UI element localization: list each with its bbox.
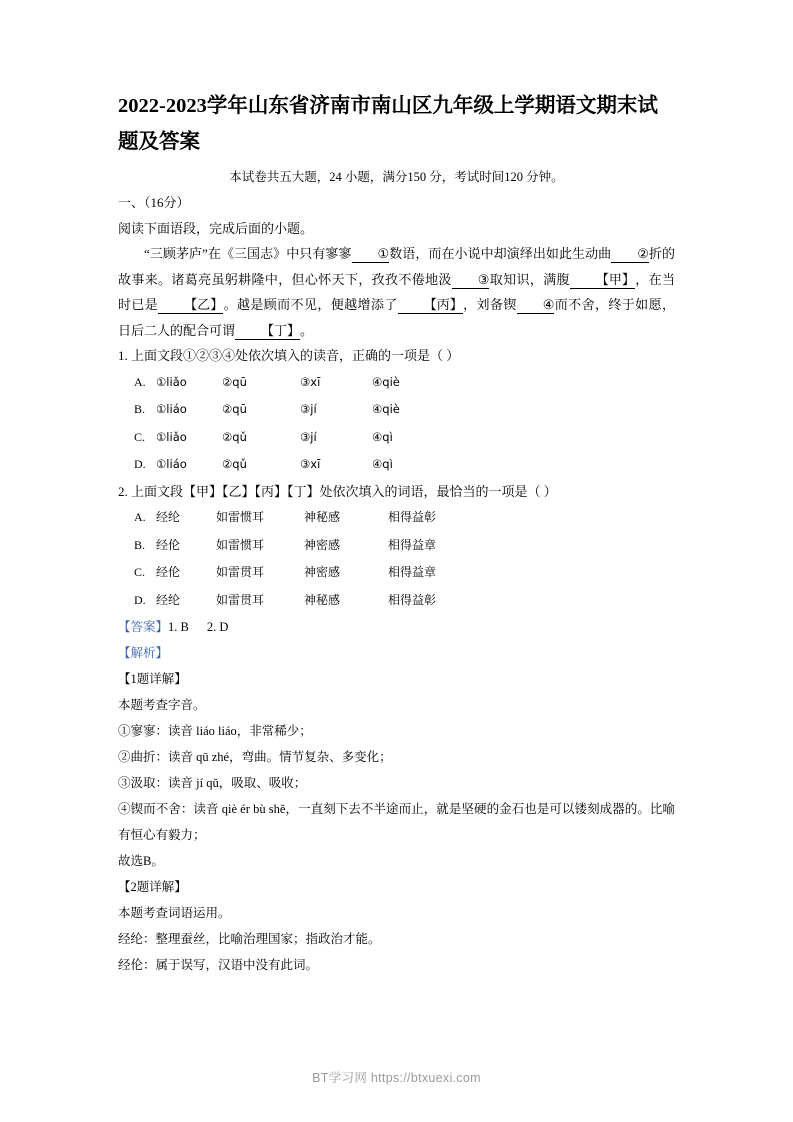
option-cell: 经伦 [156,537,181,552]
detail-1-heading: 【1题详解】 [118,672,187,686]
option-cell: ①liáo [156,457,187,471]
question-1-option-a[interactable] [118,369,675,397]
option-cell: ②qū [222,402,247,416]
question-1-option-c[interactable] [118,424,675,452]
passage-part-1: “三顾茅庐”在《三国志》中只有寥寥 [144,246,352,261]
option-cell: 神秘感 [304,510,341,524]
question-2 [118,479,675,505]
answer-label: 【答案】 [118,620,169,634]
question-2-number: 2. [118,483,128,499]
analysis-label: 【解析】 [118,646,169,660]
option-cell: ①liǎo [156,374,187,389]
passage-bracket-ding: 【丁】 [235,322,300,340]
passage-blank-4: ④ [517,296,555,314]
question-2-option-b[interactable] [118,532,675,560]
option-cell: 神密感 [304,537,341,552]
option-label: A. [134,510,146,524]
detail-1-line: ①寥寥：读音 liáo liáo，非常稀少； [118,724,312,738]
option-cell: 经纶 [156,510,181,524]
question-1 [118,343,675,369]
question-1-option-d[interactable] [118,451,675,479]
section-one-heading: 一、（16分） [118,195,190,210]
question-2-option-a[interactable] [118,504,675,532]
detail-1-line: 故选B。 [118,854,164,868]
passage-part-4: 取知识，满腹 [489,271,570,287]
option-cell: ③xī [300,457,321,471]
passage-part-2: 数语，而在小说中却演绎出如此生动曲 [389,246,612,261]
page-footer: BT学习网 https://btxuexi.com [312,1071,481,1085]
reading-passage [118,241,675,343]
exam-subtitle: 本试卷共五大题，24 小题，满分150 分，考试时间120 分钟。 [229,170,564,184]
detail-1-line: ②曲折：读音 qū zhé，弯曲。情节复杂、多变化； [118,750,392,764]
page-title: 2022-2023学年山东省济南市南山区九年级上学期语文期末试题及答案 [118,95,658,153]
passage-part-6: 。越是顾而不见，便越增添了 [223,297,398,312]
option-cell: 相得益彰 [388,510,437,524]
option-label: B. [134,402,146,416]
option-label: C. [134,429,146,444]
passage-bracket-bing: 【丙】 [398,296,463,314]
detail-2-heading: 【2题详解】 [118,880,187,894]
question-1-text: 上面文段①②③④处依次填入的读音，正确的一项是（ ） [131,348,460,363]
passage-part-5: ，在当时已是 [118,271,675,312]
passage-bracket-yi: 【乙】 [158,296,223,314]
option-cell: ②qū [222,374,247,389]
option-cell: 经伦 [156,565,181,579]
option-label: B. [134,537,146,552]
instruction-line: 阅读下面语段，完成后面的小题。 [118,220,314,236]
option-cell: 神秘感 [304,592,341,607]
option-cell: 神密感 [304,565,341,579]
option-cell: ①liǎo [156,429,187,444]
answer-item-2: 2. D [206,620,229,634]
option-cell: 如雷贯耳 [216,565,265,579]
option-cell: 经纶 [156,592,181,607]
question-1-number: 1. [118,348,128,363]
option-label: D. [134,457,146,471]
answer-block [118,614,675,640]
option-cell: ③jí [300,429,317,444]
detail-2-line: 经纶：整理蚕丝，比喻治理国家；指政治才能。 [118,932,381,946]
question-2-option-c[interactable] [118,559,675,587]
option-label: A. [134,374,146,389]
answer-item-1: 1. B [168,620,189,634]
option-cell: 相得益章 [388,537,437,552]
passage-part-8: 而不舍，终于如愿，日后二人的配合可谓 [118,297,675,338]
detail-2-line: 本题考查词语运用。 [118,906,231,920]
option-cell: ④qiè [372,402,400,416]
option-label: C. [134,565,146,579]
detail-2-line: 经伦：属于误写，汉语中没有此词。 [118,958,319,972]
option-cell: 如雷贯耳 [216,592,265,607]
passage-bracket-jia: 【甲】 [570,271,635,289]
option-cell: ②qǔ [222,457,247,471]
passage-part-7: ，刘备锲 [462,297,517,312]
detail-1-line: 本题考查字音。 [118,698,206,712]
passage-blank-1: ① [352,245,390,263]
option-cell: 相得益章 [388,565,437,579]
detail-1-line: ③汲取：读音 jí qǔ，吸取、吸收； [118,776,307,790]
question-1-option-b[interactable] [118,396,675,424]
passage-blank-2: ② [611,245,649,263]
option-cell: ②qǔ [222,429,247,444]
passage-part-9: 。 [300,322,314,338]
option-cell: ①liáo [156,402,187,416]
passage-blank-3: ③ [452,271,490,289]
question-2-text: 上面文段【甲】【乙】【丙】【丁】处依次填入的词语，最恰当的一项是（ ） [131,483,557,499]
detail-1-line: ④锲而不舍：读音 qiè ér bù shě，一直刻下去不半途而止，就是坚硬的金石也是可以镂刻成器的。比喻有恒心有毅力； [118,802,675,842]
option-cell: ③xī [300,374,321,389]
option-cell: 相得益彰 [388,592,437,607]
option-cell: 如雷惯耳 [216,537,265,552]
option-label: D. [134,592,146,607]
option-cell: 如雷惯耳 [216,510,265,524]
passage-part-3: 折的故事来。诸葛亮虽躬耕隆中，但心怀天下，孜孜不倦地汲 [118,246,675,287]
option-cell: ④qì [372,429,393,444]
option-cell: ④qì [372,457,393,471]
option-cell: ④qiè [372,374,400,389]
option-cell: ③jí [300,402,317,416]
question-2-option-d[interactable] [118,587,675,615]
